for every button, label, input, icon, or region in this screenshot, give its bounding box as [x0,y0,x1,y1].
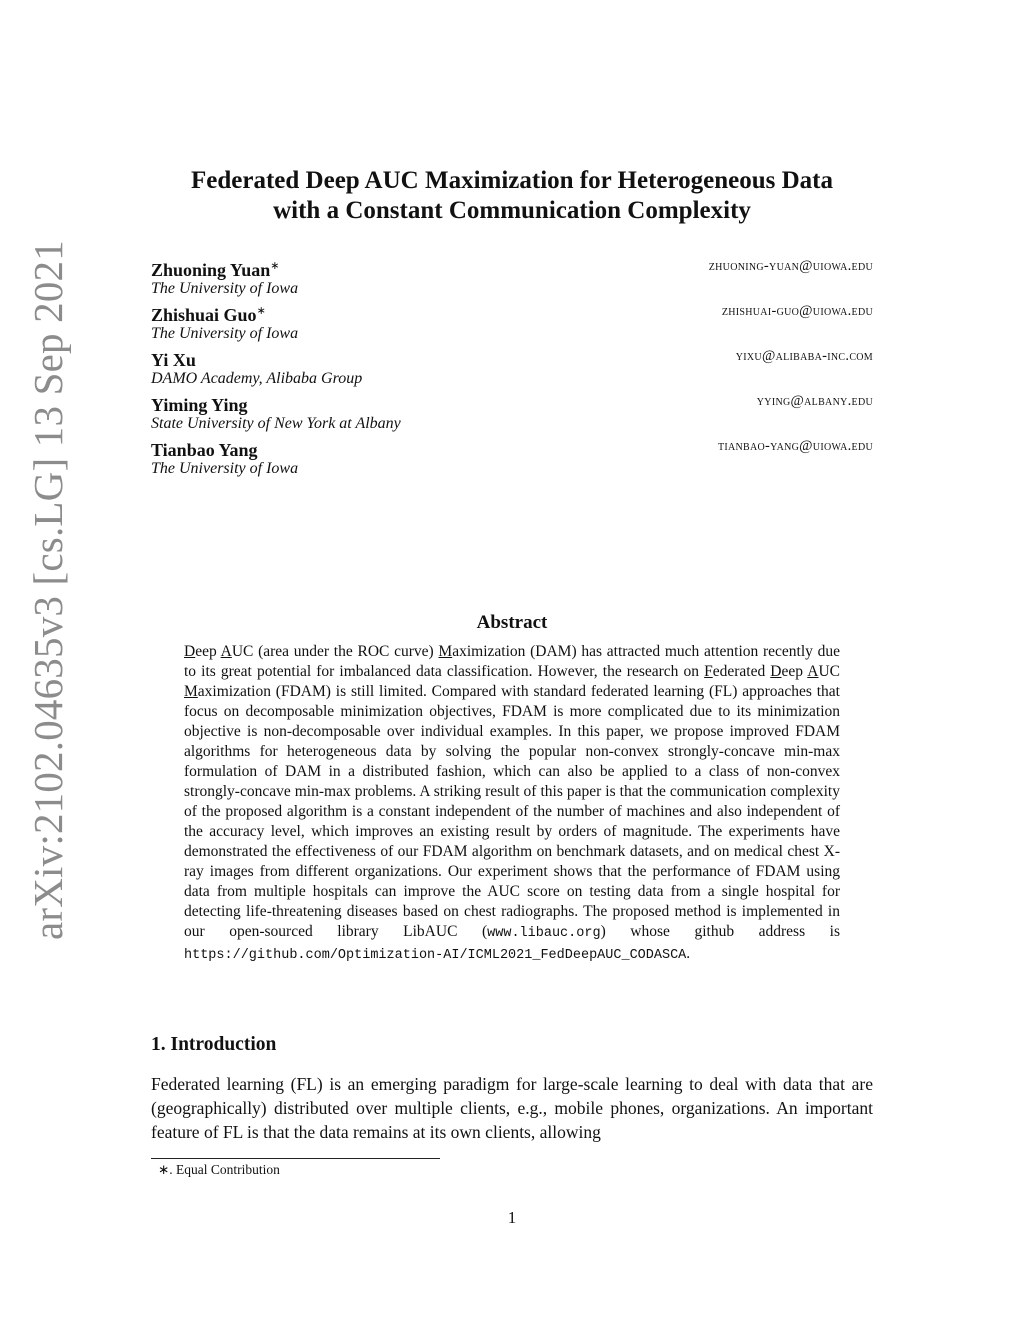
paper-title [120,166,904,226]
title-line-1: Federated Deep AUC Maximization for Heterogeneous Data [191,167,833,194]
author-email[interactable]: tianbao-yang@uiowa.edu [717,438,873,454]
author-name: Yi Xu [151,350,196,370]
author-entry [151,435,873,480]
author-name: Zhuoning Yuan∗ [151,260,280,280]
arxiv-identifier: arXiv:2102.04635v3 [cs.LG] 13 Sep 2021 [25,240,71,940]
title-line-2: with a Constant Communication Complexity [273,197,751,224]
author-email[interactable]: yixu@alibaba-inc.com [735,348,873,364]
author-affiliation: The University of Iowa [151,459,299,477]
author-affiliation: The University of Iowa [151,324,299,342]
abstract-text: Deep AUC (area under the ROC curve) Maximization (DAM) has attracted much attention recently due to its great potential for imbalanced data classification. However, the research on Federated Deep AUC Maximization (FDAM) is still limited. Compared with standard federated learning (FL) approaches that focus on decomposable minimization objectives, FDAM is more complicated due to its minimization objective is non-decomposable over individual examples. In this paper, we propose improved FDAM algorithms for heterogeneous data by solving the popular non-convex strongly-concave min-max formulation of DAM in a distributed fashion, which can also be applied to a class of non-convex strongly-concave min-max problems. A striking result of this paper is that the communication complexity of the proposed algorithm is a constant independent of the number of machines and also independent of the accuracy level, which improves an existing result by orders of magnitude. The experiments have demonstrated the effectiveness of our FDAM algorithm on benchmark datasets, and on medical chest X-ray images from different organizations. Our experiment shows that the performance of FDAM using data from multiple hospitals can improve the AUC score on testing data from a single hospital for detecting life-threatening diseases based on chest radiographs. The proposed method is implemented in our open-sourced library LibAUC (www.libauc.org) whose github address is https://github.com/Optimization-AI/ICML2021_FedDeepAUC_CODASCA. [184,643,841,963]
author-affiliation: DAMO Academy, Alibaba Group [151,369,363,387]
author-entry [151,255,873,300]
author-email[interactable]: zhishuai-guo@uiowa.edu [721,303,873,319]
footnote-divider [151,1158,440,1159]
author-email[interactable]: zhuoning-yuan@uiowa.edu [708,258,873,274]
abstract-heading: Abstract [476,612,548,633]
author-name: Tianbao Yang [151,440,258,460]
libauc-link[interactable]: www.libauc.org [487,926,601,941]
introduction-text: Federated learning (FL) is an emerging paradigm for large-scale learning to deal with data that are (geographically) distributed over multiple clients, e.g., mobile phones, organizations. An important feature of FL is that the data remains at its own clients, allowing [151,1074,873,1142]
author-entry [151,390,873,435]
introduction-heading: 1. Introduction [151,1034,277,1055]
author-affiliation: State University of New York at Albany [151,414,401,432]
author-entry [151,300,873,345]
github-link[interactable]: https://github.com/Optimization-AI/ICML2021_FedDeepAUC_CODASCA [184,948,687,963]
author-block [151,255,873,480]
page-number: 1 [507,1208,517,1227]
author-name: Zhishuai Guo∗ [151,305,266,325]
author-name: Yiming Ying [151,395,248,415]
author-email[interactable]: yying@albany.edu [756,393,873,409]
author-entry [151,345,873,390]
author-affiliation: The University of Iowa [151,279,299,297]
footnote: ∗. Equal Contribution [158,1162,280,1177]
